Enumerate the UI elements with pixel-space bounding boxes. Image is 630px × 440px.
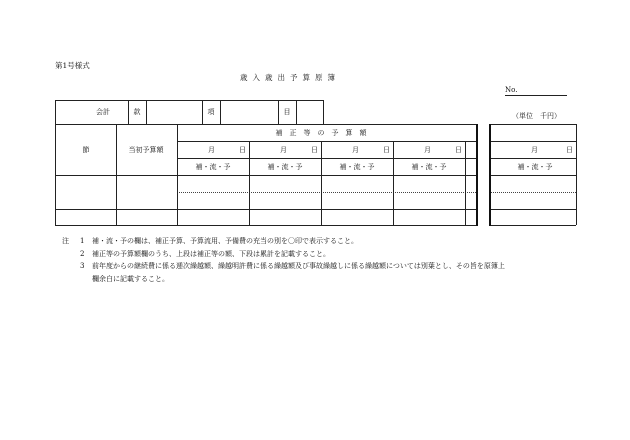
note-item [62,260,505,273]
note-text-continued: 欄余白に記載すること。 [92,274,169,283]
month-label: 月 [280,146,287,154]
note-text: 前年度からの継続費に係る逓次繰越額、繰越明許費に係る繰越額及び事故繰越しに係る繰越額については別葉とし、その旨を原簿上 [92,262,505,270]
table-line [55,175,478,176]
table-line [55,225,478,226]
table-line [321,141,322,225]
day-label: 日 [455,146,462,154]
initial-budget-label: 当初予算額 [128,146,164,154]
month-label: 月 [208,146,215,154]
note-number: 2 [80,249,85,258]
kan-label: 款 [133,108,141,116]
notes-prefix: 注 [62,237,69,245]
hoseiryuyo-label: 補・流・予 [517,163,553,171]
setsu-label: 節 [82,146,90,154]
table-line [249,141,250,225]
notes-section [62,235,505,285]
month-label: 月 [424,146,431,154]
table-line [296,100,297,124]
kou-label: 項 [207,108,215,116]
note-item [62,235,505,248]
note-text: 補正等の予算額欄のうち、上段は補正等の額、下段は累計を記載すること。 [92,249,330,258]
table-line [177,124,178,225]
table-line [490,209,576,210]
table-line [393,141,394,225]
note-item [62,248,505,261]
day-label: 日 [311,146,318,154]
number-field[interactable] [505,86,567,96]
hoseiryuyo-label: 補・流・予 [267,163,303,171]
day-label: 日 [566,146,573,154]
table-break-line [476,124,478,226]
note-text: 補・流・予の欄は、補正予算、予算流用、予備費の充当の別を〇印で表示すること。 [92,237,358,245]
table-line [323,100,324,124]
hoseiryuyo-label: 補・流・予 [195,163,231,171]
table-line [576,124,577,225]
table-line [116,124,117,225]
table-line [55,100,323,101]
table-line [220,100,221,124]
table-line [278,100,279,124]
form-number-label: 第1号様式 [55,61,90,70]
table-line [490,175,576,176]
note-number: 3 [80,262,85,270]
unit-label: （単位 千円） [512,112,561,120]
table-line [465,141,466,225]
table-line [146,100,147,124]
table-line [55,209,478,210]
moku-label: 目 [283,108,291,116]
hoseiryuyo-label: 補・流・予 [411,163,447,171]
table-line [490,225,576,226]
table-line [177,141,478,142]
hoseiryuyo-label: 補・流・予 [339,163,375,171]
table-break-line [489,124,491,226]
day-label: 日 [239,146,246,154]
table-line [490,124,576,125]
kaikei-label: 会計 [96,108,110,116]
table-line [490,158,576,159]
table-line [55,100,56,225]
table-line [55,124,478,125]
document-title: 歳入歳出予算原簿 [240,73,340,82]
revised-budget-header: 補 正 等 の 予 算 額 [275,129,367,137]
day-label: 日 [383,146,390,154]
month-label: 月 [352,146,359,154]
table-line [177,158,478,159]
number-label: No. [505,86,518,94]
table-line [490,141,576,142]
table-line [202,100,203,124]
table-dotted-line [177,192,478,193]
table-dotted-line [490,192,576,193]
table-line [128,100,129,124]
month-label: 月 [531,146,538,154]
note-number: 1 [80,237,85,245]
